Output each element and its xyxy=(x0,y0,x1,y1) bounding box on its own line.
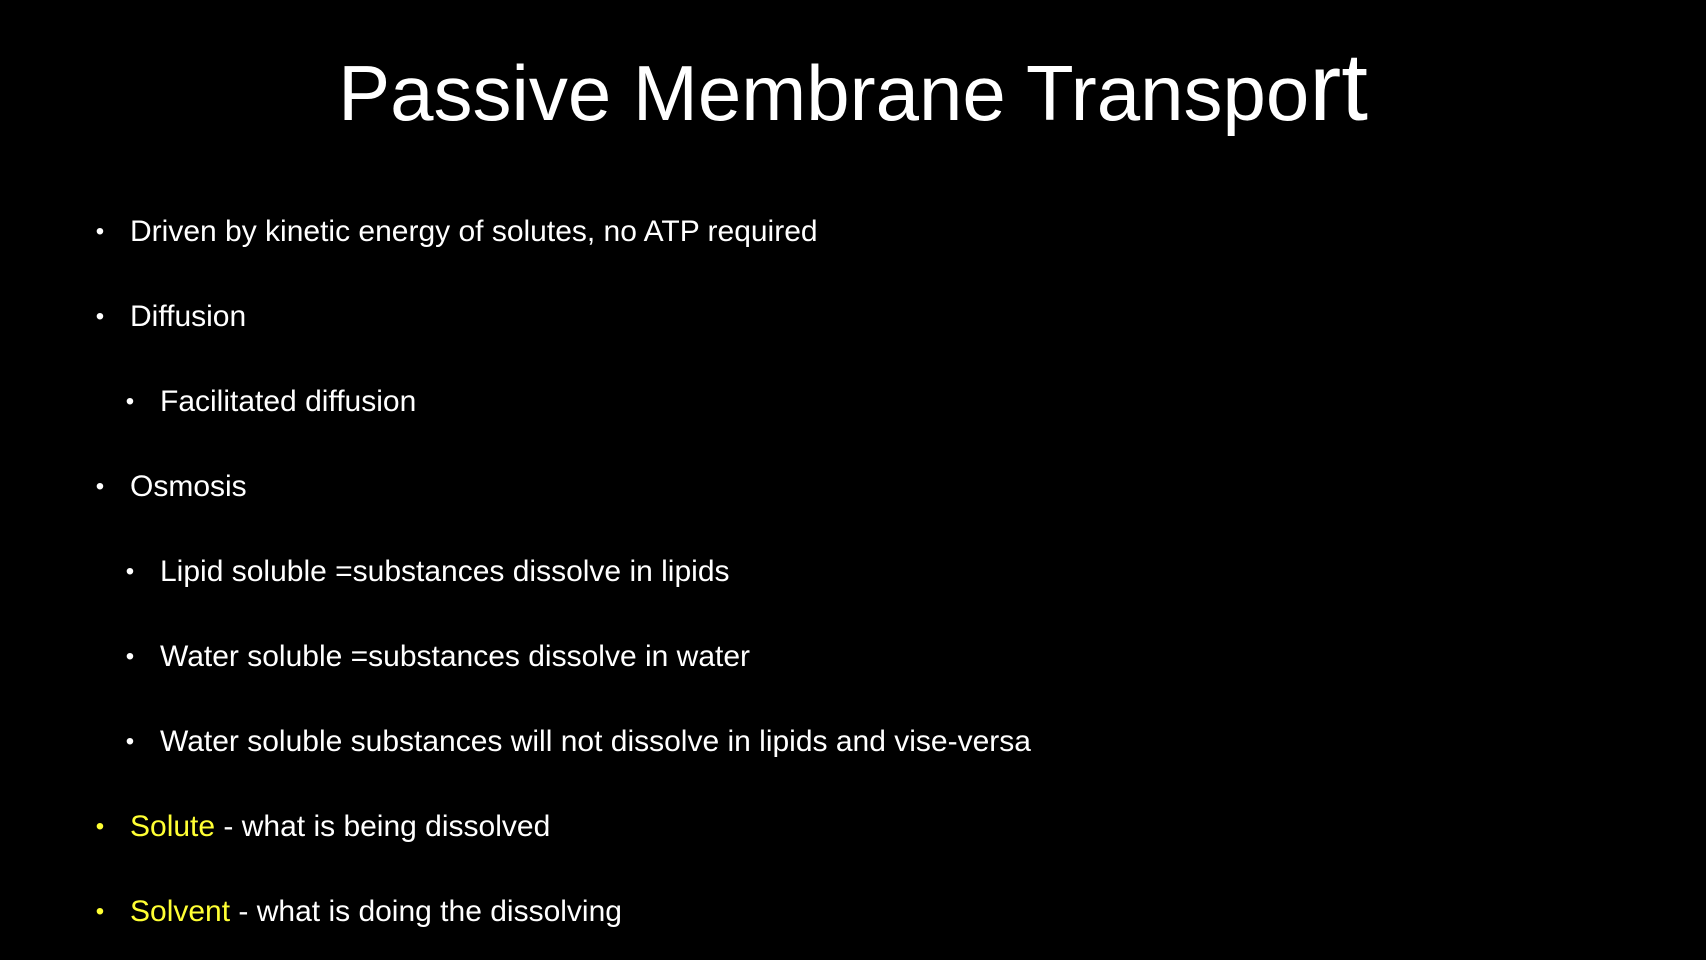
bullet-dot: • xyxy=(95,813,105,840)
definition-solvent: - what is doing the dissolving xyxy=(230,895,622,928)
bullet-text: Lipid soluble =substances dissolve in lipids xyxy=(160,555,730,588)
definition-solute: - what is being dissolved xyxy=(215,810,551,843)
bullet-text: Driven by kinetic energy of solutes, no ATP required xyxy=(130,215,818,248)
slide-title-tail: rt xyxy=(1309,34,1368,141)
term-solvent: Solvent xyxy=(130,895,231,928)
bullet-dot: • xyxy=(125,558,135,585)
bullet-text: Water soluble =substances dissolve in water xyxy=(160,640,751,673)
bullet-text xyxy=(130,892,622,932)
bullet-dot: • xyxy=(95,473,105,500)
bullet-dot: • xyxy=(125,388,135,415)
bullet-text: Diffusion xyxy=(130,300,247,333)
bullet-dot: • xyxy=(125,643,135,670)
slide-title-main: Passive Membrane Transpo xyxy=(338,49,1310,137)
bullet-text xyxy=(130,807,550,847)
bullet-dot: • xyxy=(95,303,105,330)
bullet-text: Osmosis xyxy=(130,470,247,503)
bullet-dot: • xyxy=(125,728,135,755)
bullet-dot: • xyxy=(95,898,105,925)
bullet-text: Facilitated diffusion xyxy=(160,385,417,418)
term-solute: Solute xyxy=(130,810,216,843)
bullet-dot: • xyxy=(95,218,105,245)
bullet-text: Water soluble substances will not dissolve in lipids and vise-versa xyxy=(160,725,1031,758)
